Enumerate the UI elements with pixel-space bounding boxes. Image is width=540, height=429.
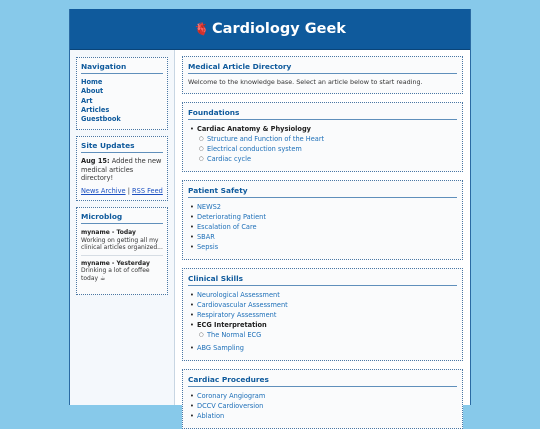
site-updates-heading: Site Updates xyxy=(81,141,163,153)
article-link[interactable]: Structure and Function of the Heart xyxy=(207,135,325,143)
navigation-box xyxy=(76,57,168,130)
nav-home-link[interactable]: Home xyxy=(81,78,103,86)
microblog-author: myname - Yesterday xyxy=(81,259,150,267)
page xyxy=(69,9,471,420)
list-item xyxy=(197,391,457,401)
article-link[interactable]: The Normal ECG xyxy=(207,331,262,339)
link-separator: | xyxy=(127,187,130,196)
group-label: Cardiac Anatomy & Physiology xyxy=(197,125,311,133)
microblog-post xyxy=(81,259,163,286)
microblog-author: myname - Today xyxy=(81,229,136,237)
article-link[interactable]: Respiratory Assessment xyxy=(197,311,277,319)
nav-guestbook-link[interactable]: Guestbook xyxy=(81,115,121,124)
microblog-post xyxy=(81,228,163,256)
directory-intro: Welcome to the knowledge base. Select an article below to start reading. xyxy=(188,78,423,86)
site-title[interactable]: Cardiology Geek xyxy=(212,21,346,37)
list-item xyxy=(197,310,457,320)
microblog-text: Working on getting all my clinical articles organized... xyxy=(81,236,163,252)
list-group xyxy=(197,124,457,164)
foundations-box xyxy=(182,102,463,172)
article-link[interactable]: Coronary Angiogram xyxy=(197,392,266,400)
patient-safety-box xyxy=(182,180,463,260)
article-link[interactable]: NEWS2 xyxy=(197,203,221,211)
nav-about-link[interactable]: About xyxy=(81,87,104,96)
list-item xyxy=(207,134,457,144)
directory-heading: Medical Article Directory xyxy=(188,62,457,74)
nav-art-link[interactable]: Art xyxy=(81,96,93,105)
clinical-skills-box xyxy=(182,268,463,361)
article-link[interactable]: Ablation xyxy=(197,412,225,420)
article-link[interactable]: Deteriorating Patient xyxy=(197,213,266,221)
list-item xyxy=(197,343,457,353)
list-item xyxy=(197,222,457,232)
article-link[interactable]: ABG Sampling xyxy=(197,344,244,352)
list-group xyxy=(197,320,457,340)
microblog-heading: Microblog xyxy=(81,212,163,224)
update-entry xyxy=(81,157,163,182)
anatomical-heart-icon: 🫀 xyxy=(194,22,210,36)
rss-feed-link[interactable]: RSS Feed xyxy=(132,187,163,196)
article-link[interactable]: DCCV Cardioversion xyxy=(197,402,264,410)
list-item xyxy=(207,330,457,340)
list-item xyxy=(197,401,457,411)
directory-box xyxy=(182,56,463,94)
foundations-heading: Foundations xyxy=(188,108,457,120)
article-link[interactable]: Neurological Assessment xyxy=(197,291,280,299)
site-updates-box xyxy=(76,136,168,201)
cardiac-procedures-heading: Cardiac Procedures xyxy=(188,375,457,387)
list-item xyxy=(197,411,457,421)
microblog-box xyxy=(76,207,168,295)
update-date: Aug 15: xyxy=(81,157,110,166)
article-link[interactable]: Cardiovascular Assessment xyxy=(197,301,288,309)
site-header xyxy=(70,9,470,50)
article-link[interactable]: SBAR xyxy=(197,233,215,241)
news-archive-link[interactable]: News Archive xyxy=(81,187,126,196)
update-text: Added the new medical articles directory! xyxy=(81,157,162,182)
list-item xyxy=(197,300,457,310)
article-link[interactable]: Sepsis xyxy=(197,243,219,251)
cardiac-procedures-box xyxy=(182,369,463,429)
main-content xyxy=(175,50,470,420)
list-item xyxy=(207,144,457,154)
list-item xyxy=(197,212,457,222)
article-link[interactable]: Escalation of Care xyxy=(197,223,257,231)
nav-articles-link[interactable]: Articles xyxy=(81,105,110,114)
group-label: ECG Interpretation xyxy=(197,321,267,329)
list-item xyxy=(207,154,457,164)
navigation-heading: Navigation xyxy=(81,62,163,74)
list-item xyxy=(197,242,457,252)
article-link[interactable]: Electrical conduction system xyxy=(207,145,302,153)
list-item xyxy=(197,202,457,212)
list-item xyxy=(197,290,457,300)
article-link[interactable]: Cardiac cycle xyxy=(207,155,252,163)
microblog-text: Drinking a lot of coffee today ☕ xyxy=(81,267,150,283)
sidebar xyxy=(70,50,175,405)
clinical-skills-heading: Clinical Skills xyxy=(188,274,457,286)
patient-safety-heading: Patient Safety xyxy=(188,186,457,198)
list-item xyxy=(197,232,457,242)
